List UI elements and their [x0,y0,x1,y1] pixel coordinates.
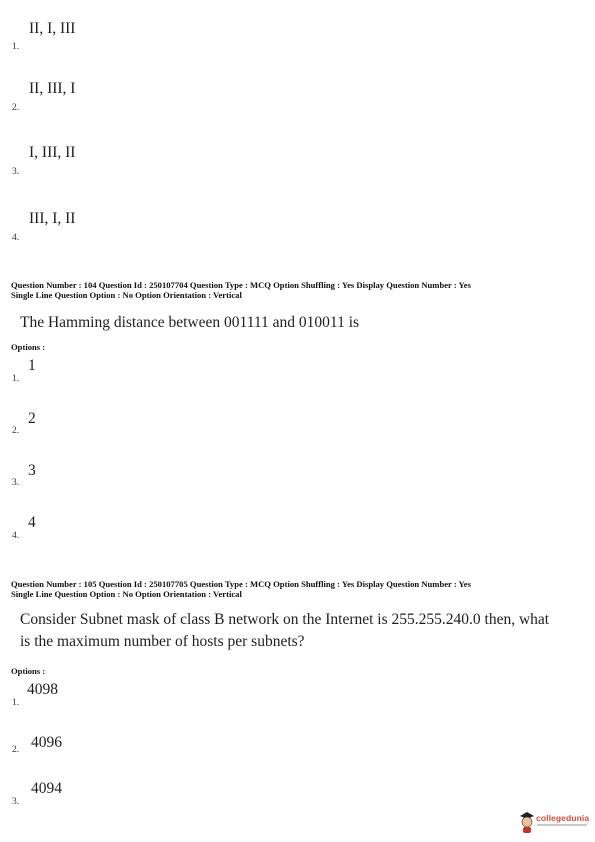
option-number: 1. [12,374,20,384]
option-text: 3 [28,462,36,479]
option-number: 1. [12,42,20,52]
option-number: 4. [12,531,20,541]
question-text-line-2: is the maximum number of hosts per subnets? [20,633,305,650]
option-text: 2 [28,410,36,427]
option-text: 4096 [31,734,62,751]
question-text-line-1: Consider Subnet mask of class B network on the Internet is 255.255.240.0 then, what [20,611,550,628]
collegedunia-logo [519,809,591,835]
option-text: II, I, III [29,20,76,37]
option-number: 2. [12,745,20,755]
option-number: 3. [12,167,20,177]
options-label: Options : [11,666,46,676]
option-number: 3. [12,797,20,807]
question-text: The Hamming distance between 001111 and 010011 is [20,314,360,331]
option-text: 4 [28,514,36,531]
option-text: II, III, I [29,80,76,97]
option-text: 1 [28,357,36,374]
option-text: III, I, II [29,210,76,227]
option-number: 3. [12,478,20,488]
question-meta-line-1: Question Number : 105 Question Id : 250107705 Question Type : MCQ Option Shuffling : Yes Display Question Number : Yes [11,579,471,589]
question-meta-line-2: Single Line Question Option : No Option Orientation : Vertical [11,290,242,300]
option-text: 4098 [27,681,58,698]
option-text: I, III, II [29,144,76,161]
option-number: 2. [12,103,20,113]
option-text: 4094 [31,780,62,797]
graduate-mascot-icon [519,810,535,834]
question-meta-line-2: Single Line Question Option : No Option Orientation : Vertical [11,589,242,599]
option-number: 4. [12,233,20,243]
logo-text: collegedunia [536,813,590,823]
logo-tagline-bar [537,824,587,826]
options-label: Options : [11,342,46,352]
option-number: 1. [12,698,20,708]
question-meta-line-1: Question Number : 104 Question Id : 250107704 Question Type : MCQ Option Shuffling : Yes Display Question Number : Yes [11,280,471,290]
option-number: 2. [12,426,20,436]
